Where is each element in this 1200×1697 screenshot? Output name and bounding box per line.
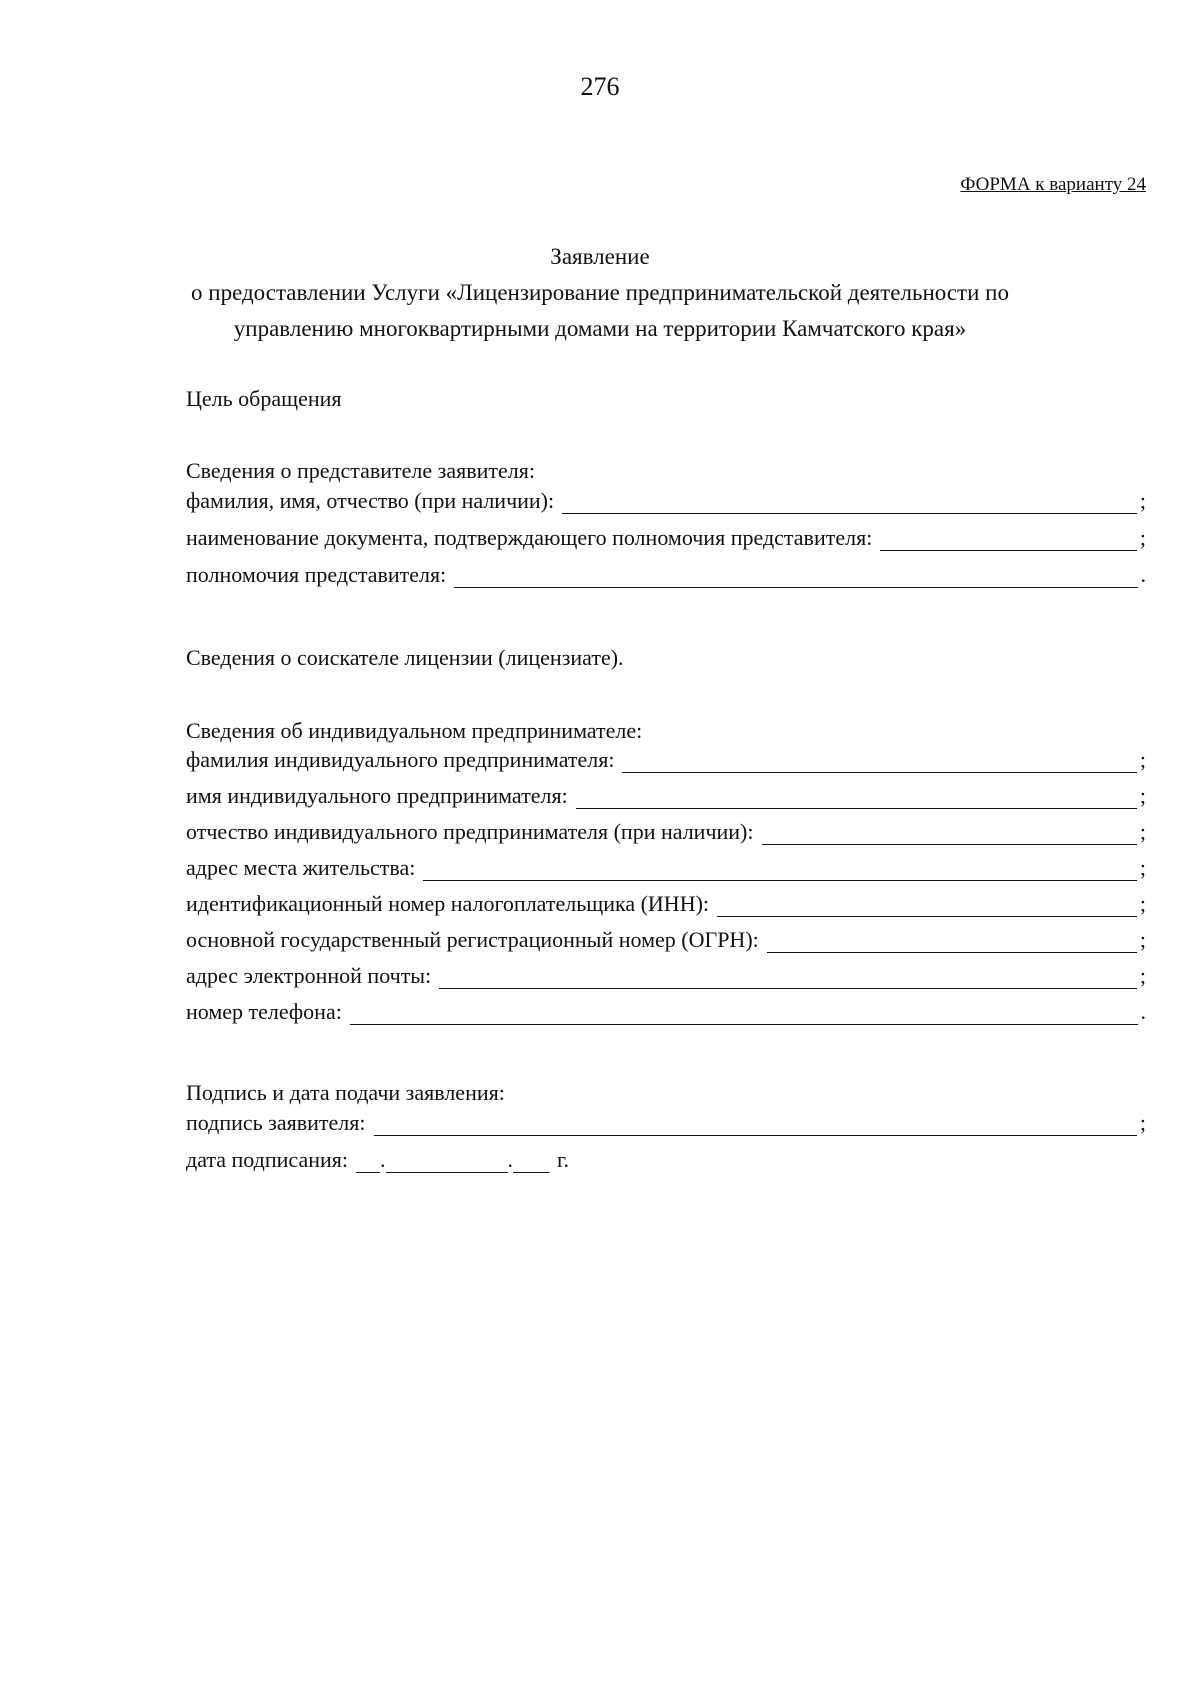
date-row bbox=[186, 1143, 569, 1173]
field-label: основной государственный регистрационный номер (ОГРН): bbox=[186, 927, 759, 952]
entrepreneur-ogrn-row bbox=[186, 923, 1146, 953]
entrepreneur-address-row bbox=[186, 851, 1146, 881]
date-month-field[interactable] bbox=[386, 1150, 508, 1173]
field-label: полномочия представителя: bbox=[186, 562, 447, 587]
date-day-field[interactable] bbox=[356, 1150, 380, 1173]
representative-authority-row bbox=[186, 558, 1146, 588]
page-number: 276 bbox=[580, 72, 620, 101]
entrepreneur-phone-field[interactable] bbox=[350, 1002, 1138, 1025]
entrepreneur-phone-row bbox=[186, 995, 1146, 1025]
field-label: номер телефона: bbox=[186, 999, 342, 1024]
date-label: дата подписания: bbox=[186, 1147, 348, 1172]
entrepreneur-patronymic-field[interactable] bbox=[762, 822, 1137, 845]
entrepreneur-name-row bbox=[186, 779, 1146, 809]
entrepreneur-heading: Сведения об индивидуальном предпринимателе: bbox=[186, 718, 643, 743]
field-label: имя индивидуального предпринимателя: bbox=[186, 783, 568, 808]
field-end: ; bbox=[1139, 783, 1146, 808]
signature-row bbox=[186, 1106, 1146, 1136]
date-separator: . bbox=[507, 1147, 513, 1172]
field-end: ; bbox=[1139, 747, 1146, 772]
field-label: фамилия, имя, отчество (при наличии): bbox=[186, 488, 555, 513]
field-label: адрес электронной почты: bbox=[186, 963, 432, 988]
representative-document-row bbox=[186, 521, 1146, 551]
entrepreneur-surname-field[interactable] bbox=[622, 750, 1136, 773]
form-reference: ФОРМА к варианту 24 bbox=[960, 174, 1146, 195]
field-end: . bbox=[1140, 999, 1146, 1024]
entrepreneur-inn-row bbox=[186, 887, 1146, 917]
entrepreneur-patronymic-row bbox=[186, 815, 1146, 845]
field-label: адрес места жительства: bbox=[186, 855, 416, 880]
representative-authority-field[interactable] bbox=[454, 565, 1137, 588]
entrepreneur-ogrn-field[interactable] bbox=[767, 930, 1137, 953]
document-subtitle-line1: о предоставлении Услуги «Лицензирование предпринимательской деятельности по bbox=[191, 280, 1009, 305]
date-year-field[interactable] bbox=[513, 1150, 549, 1173]
representative-fio-row bbox=[186, 484, 1146, 514]
representative-document-field[interactable] bbox=[880, 528, 1137, 551]
entrepreneur-surname-row bbox=[186, 743, 1146, 773]
entrepreneur-inn-field[interactable] bbox=[717, 894, 1137, 917]
purpose-label: Цель обращения bbox=[186, 386, 342, 411]
field-label: отчество индивидуального предпринимателя (при наличии): bbox=[186, 819, 754, 844]
entrepreneur-name-field[interactable] bbox=[576, 786, 1137, 809]
field-end: ; bbox=[1139, 963, 1146, 988]
field-end: ; bbox=[1139, 488, 1146, 513]
date-suffix: г. bbox=[557, 1147, 570, 1172]
field-label: наименование документа, подтверждающего полномочия представителя: bbox=[186, 525, 873, 550]
field-label: фамилия индивидуального предпринимателя: bbox=[186, 747, 615, 772]
entrepreneur-email-row bbox=[186, 959, 1146, 989]
entrepreneur-email-field[interactable] bbox=[439, 966, 1137, 989]
representative-fio-field[interactable] bbox=[562, 491, 1137, 514]
field-end: ; bbox=[1139, 891, 1146, 916]
field-end: ; bbox=[1139, 819, 1146, 844]
applicant-heading: Сведения о соискателе лицензии (лицензиате). bbox=[186, 645, 624, 670]
field-label: подпись заявителя: bbox=[186, 1110, 366, 1135]
field-end: ; bbox=[1139, 855, 1146, 880]
field-end: ; bbox=[1139, 927, 1146, 952]
field-end: ; bbox=[1139, 525, 1146, 550]
representative-heading: Сведения о представителе заявителя: bbox=[186, 458, 535, 483]
entrepreneur-address-field[interactable] bbox=[423, 858, 1136, 881]
field-end: ; bbox=[1139, 1110, 1146, 1135]
date-separator: . bbox=[380, 1147, 386, 1172]
document-title: Заявление bbox=[550, 244, 650, 269]
field-end: . bbox=[1140, 562, 1146, 587]
field-label: идентификационный номер налогоплательщика (ИНН): bbox=[186, 891, 710, 916]
document-subtitle-line2: управлению многоквартирными домами на территории Камчатского края» bbox=[233, 316, 967, 341]
signature-field[interactable] bbox=[374, 1113, 1137, 1136]
signature-heading: Подпись и дата подачи заявления: bbox=[186, 1080, 505, 1105]
